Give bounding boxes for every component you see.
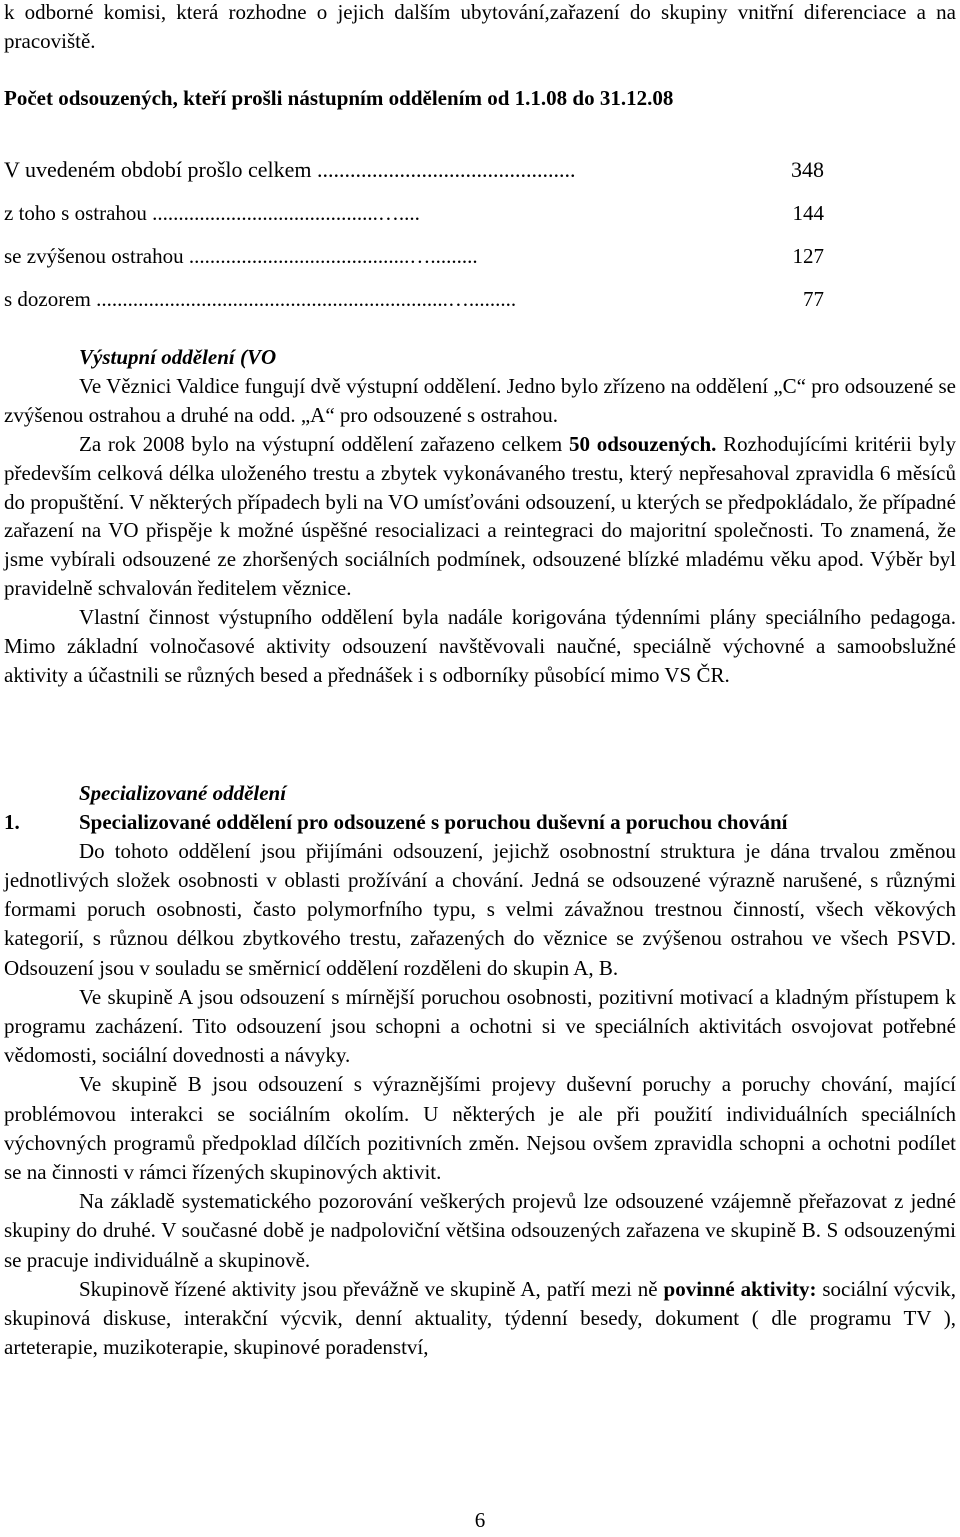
stat-row-zvysena xyxy=(4,241,824,284)
vo-paragraph-2 xyxy=(4,430,956,603)
spec-paragraph-2: Ve skupině A jsou odsouzení s mírnější poruchou osobnosti, pozitivní motivací a kladným přístupem k programu zacházení. Tito odsouzení jsou schopni a ochotni si ve speciálních aktivitách osvojovat potřebné vědomosti, sociální dovednosti a návyky. xyxy=(4,984,956,1068)
stat-label: V uvedeném období prošlo celkem ............................................... xyxy=(4,157,576,182)
spec-paragraph-1: Do tohoto oddělení jsou přijímáni odsouzení, jejichž osobnostní struktura je dána trvalou změnou jednotlivých složek osobnosti v oblasti prožívání a chování. Jedná se odsouzené výrazně narušené, s různými formami poruch osobnosti, často polymorfního typu, s velmi závažnou trestnou činností, všech věkových kategorií, s různou délkou zbytkového trestu, zařazených do věznice se zvýšenou ostrahou ve všech PSVD. Odsouzení jsou v souladu se směrnicí oddělení rozděleni do skupin A, B. xyxy=(4,838,956,980)
spec-p5-bold: povinné aktivity: xyxy=(663,1276,817,1301)
spec-heading: Specializované oddělení xyxy=(79,781,287,805)
vo-section xyxy=(4,343,956,690)
intro-paragraph: k odborné komisi, která rozhodne o jejich dalším ubytování,zařazení do skupiny vnitřní diferenciace a na pracoviště. xyxy=(4,0,956,53)
spec-p5-text: Skupinově řízené aktivity jsou převážně ve skupině A, patří mezi ně xyxy=(79,1276,664,1301)
spec-paragraph-4: Na základě systematického pozorování veškerých projevů lze odsouzené vzájemně přeřazovat z jedné skupiny do druhé. V současné době je nadpoloviční většina odsouzených zařazena ve skupině B. S odsouzenými se pracuje individuálně a skupinově. xyxy=(4,1189,956,1272)
vo-paragraph-3: Vlastní činnost výstupního oddělení byla nadále korigována týdenními plány speciálního pedagoga. Mimo základní volnočasové aktivity odsouzení navštěvovali naučné, speciálně výchovné a samoobslužné aktivity a účastnili se různých besed a přednášek i s odborníky působící mimo VS ČR. xyxy=(4,605,956,687)
stats-heading: Počet odsouzených, kteří prošli nástupním oddělením od 1.1.08 do 31.12.08 xyxy=(4,86,674,110)
vo-heading: Výstupní oddělení (VO xyxy=(79,345,277,369)
page-number: 6 xyxy=(474,1508,486,1532)
stat-value: 77 xyxy=(803,287,824,311)
stat-row-dozor xyxy=(4,284,824,327)
stat-value: 144 xyxy=(792,201,824,225)
stat-value: 348 xyxy=(791,157,824,182)
stat-label: z toho s ostrahou ...........................................….... xyxy=(4,201,420,225)
vo-p2-count: 50 odsouzených. xyxy=(569,431,717,456)
stats-list xyxy=(4,155,824,327)
stat-label: se zvýšenou ostrahou ..........................................…......... xyxy=(4,244,478,268)
spec-section xyxy=(4,779,956,1362)
stat-label: s dozorem ...................................................................…......... xyxy=(4,287,517,311)
spec-paragraph-5 xyxy=(4,1275,956,1363)
vo-p2-text: Za rok 2008 bylo na výstupní oddělení zařazeno celkem xyxy=(79,431,570,456)
stat-row-ostraha xyxy=(4,198,824,241)
stat-value: 127 xyxy=(792,244,824,268)
spec-subheading xyxy=(4,808,956,837)
spec-subheading-text: Specializované oddělení pro odsouzené s poruchou duševní a poruchou chování xyxy=(79,809,788,834)
spec-number: 1. xyxy=(4,809,20,834)
stat-row-total xyxy=(4,155,824,198)
spec-p5-rest: sociální výcvik, skupinová diskuse, interakční výcvik, denní aktuality, týdenní besedy, dokument ( dle programu TV ), arteterapie, muzikoterapie, skupinové poradenství, xyxy=(4,1276,956,1360)
spec-paragraph-3: Ve skupině B jsou odsouzení s výraznějšími projevy duševní poruchy a poruchy chování, mající problémovou interakci se sociálním okolím. U některých je ale při použití individuálních speciálních výchovných programů předpoklad dílčích pozitivních změn. Nejsou ovšem zpravidla schopni a ochotni podílet se na činnosti v rámci řízených skupinových aktivit. xyxy=(4,1072,956,1185)
vo-paragraph-1: Ve Věznici Valdice fungují dvě výstupní oddělení. Jedno bylo zřízeno na oddělení „C“ pro odsouzené se zvýšenou ostrahou a druhé na odd. „A“ pro odsouzené s ostrahou. xyxy=(4,373,956,427)
vo-p2-rest: Rozhodujícími kritérii byly především celková délka uloženého trestu a zbytek vykonávaného trestu, který nepřesahoval zpravidla 6 měsíců do propuštění. V některých případech byli na VO umísťováni odsouzení, u kterých se předpokládalo, že případné zařazení na VO přispěje k možné úspěšné resocializaci a reintegraci do majoritní společnosti. To znamená, že jsme vybírali odsouzené ze zhoršených sociálních podmínek, odsouzené blízké mladému věku apod. Výběr byl pravidelně schvalován ředitelem věznice. xyxy=(4,431,956,601)
